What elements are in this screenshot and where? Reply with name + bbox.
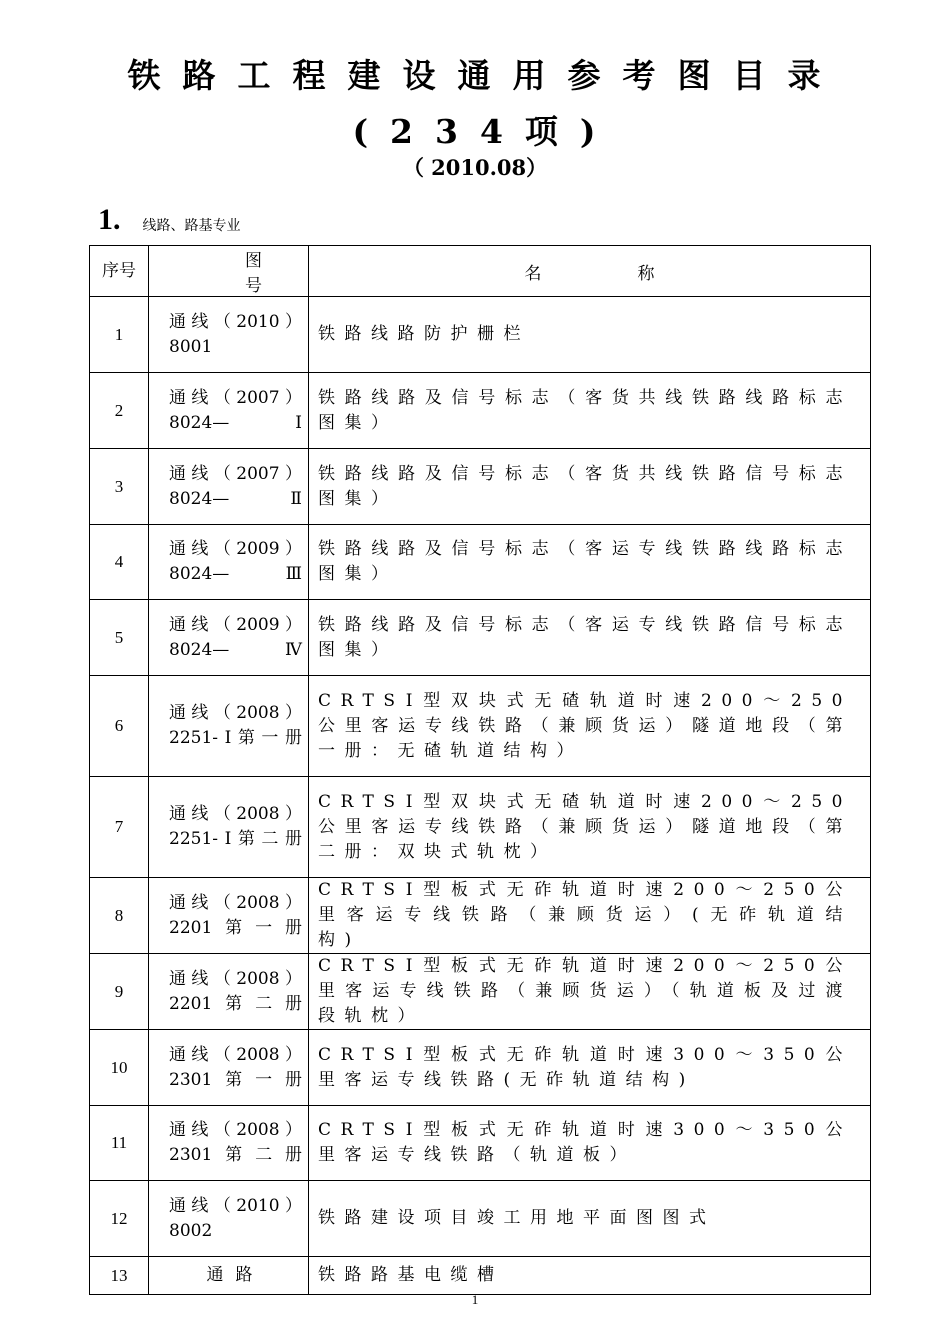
row-drawing-number: 通线（2008）2251-Ⅰ第一册 [149,676,309,777]
row-drawing-name: 铁路线路及信号标志（客运专线铁路线路标志图集） [309,525,871,600]
table-row [90,525,871,600]
row-drawing-name: 铁路线路防护栅栏 [309,297,871,373]
table-row [90,954,871,1030]
document-title: 铁路工程建设通用参考图目录(234项) [127,56,843,151]
catalog-table [89,245,871,1295]
row-drawing-name: 铁路线路及信号标志（客货共线铁路信号标志图集） [309,449,871,525]
table-row [90,878,871,954]
table-row [90,373,871,449]
row-drawing-number: 通线（2008）2251-Ⅰ第二册 [149,777,309,878]
row-index: 7 [90,777,149,878]
table-row [90,297,871,373]
row-drawing-name: CRTSⅠ型板式无砟轨道时速300～350公里客运专线铁路(无砟轨道结构) [309,1030,871,1106]
row-drawing-number: 通线（2009）8024—Ⅲ [149,525,309,600]
row-index: 12 [90,1181,149,1257]
header-seq: 序号 [90,246,149,297]
table-row [90,449,871,525]
page-number: 1 [471,1292,479,1307]
row-index: 8 [90,878,149,954]
row-drawing-number: 通线（2007）8024—Ⅱ [149,449,309,525]
row-index: 5 [90,600,149,676]
row-index: 3 [90,449,149,525]
row-drawing-number: 通线（2010）8001 [149,297,309,373]
row-index: 6 [90,676,149,777]
row-index: 1 [90,297,149,373]
row-drawing-number: 通线（2009）8024—Ⅳ [149,600,309,676]
row-drawing-number: 通线（2010）8002 [149,1181,309,1257]
row-drawing-name: 铁路线路及信号标志（客货共线铁路线路标志图集） [309,373,871,449]
row-drawing-number: 通线（2007）8024—Ⅰ [149,373,309,449]
table-row [90,1181,871,1257]
row-drawing-name: CRTSⅠ型双块式无碴轨道时速200～250公里客运专线铁路（兼顾货运）隧道地段（第二册：双块式轨枕） [309,777,871,878]
row-drawing-name: CRTSⅠ型板式无砟轨道时速200～250公里客运专线铁路（兼顾货运）（轨道板及过渡段轨枕） [309,954,871,1030]
row-drawing-name: 铁路建设项目竣工用地平面图图式 [309,1181,871,1257]
row-index: 10 [90,1030,149,1106]
row-drawing-number: 通路 [149,1257,309,1295]
table-row [90,1030,871,1106]
row-index: 9 [90,954,149,1030]
row-drawing-name: CRTSⅠ型板式无砟轨道时速300～350公里客运专线铁路（轨道板） [309,1106,871,1181]
row-drawing-number: 通线（2008）2201第一册 [149,878,309,954]
row-drawing-number: 通线（2008）2301第二册 [149,1106,309,1181]
row-index: 2 [90,373,149,449]
row-index: 11 [90,1106,149,1181]
row-drawing-number: 通线（2008）2201第二册 [149,954,309,1030]
section-label: 线路、路基专业 [142,218,241,234]
header-name: 名称 [309,246,871,297]
section-number: 1. [98,203,121,236]
row-drawing-name: CRTSⅠ型双块式无碴轨道时速200～250公里客运专线铁路（兼顾货运）隧道地段（第一册：无碴轨道结构） [309,676,871,777]
table-row [90,1106,871,1181]
section-heading [98,200,241,240]
row-drawing-name: CRTSⅠ型板式无砟轨道时速200～250公里客运专线铁路（兼顾货运）(无砟轨道结构) [309,878,871,954]
table-row [90,676,871,777]
row-index: 4 [90,525,149,600]
document-date: （ 2010.08） [402,155,548,180]
header-code: 图号 [149,246,309,297]
table-header-row [90,246,871,297]
row-drawing-name: 铁路路基电缆槽 [309,1257,871,1295]
row-drawing-number: 通线（2008）2301第一册 [149,1030,309,1106]
table-row [90,1257,871,1295]
table-row [90,600,871,676]
row-drawing-name: 铁路线路及信号标志（客运专线铁路信号标志图集） [309,600,871,676]
table-row [90,777,871,878]
row-index: 13 [90,1257,149,1295]
